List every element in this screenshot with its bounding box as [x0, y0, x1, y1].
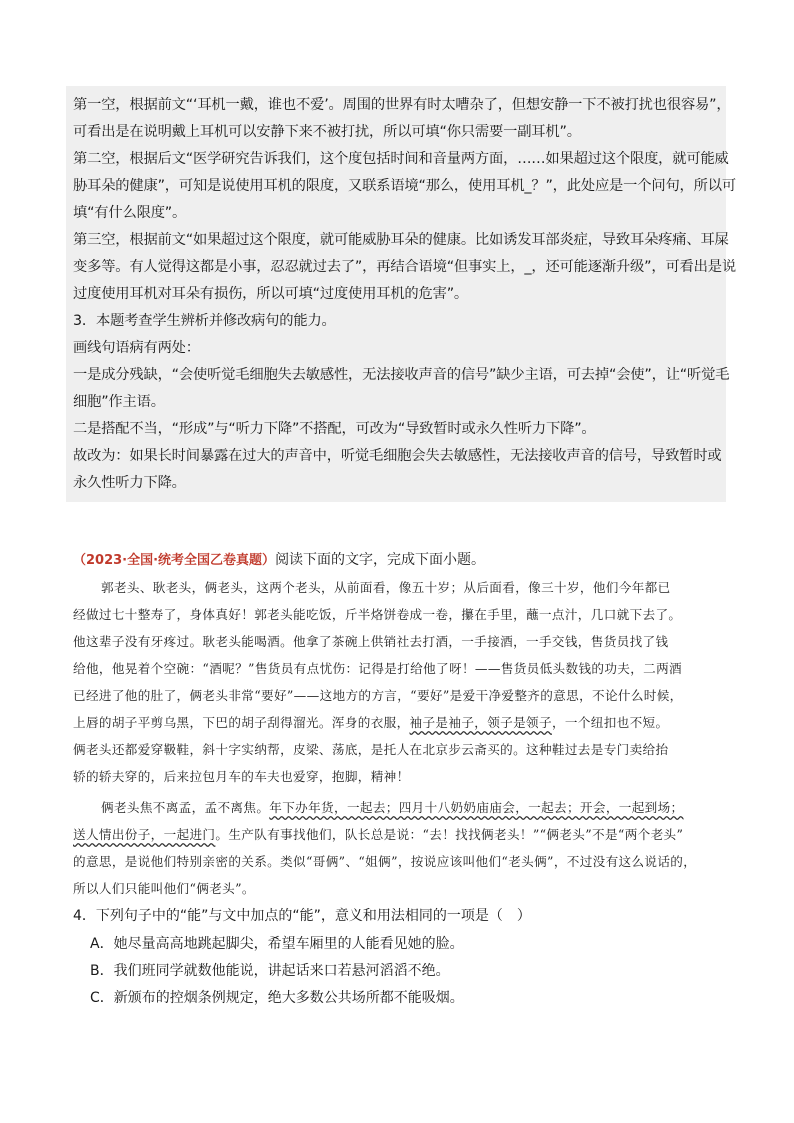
- passage-line: 俩老头还都爱穿靸鞋，斜十字实纳帮，皮梁、荡底，是托人在北京步云斋买的。这种鞋过去是专门卖给抬: [73, 742, 669, 757]
- question-instruction: 阅读下面的文字，完成下面小题。: [275, 552, 486, 568]
- passage-line: [101, 799, 733, 817]
- option-c: C．新颁布的控烟条例规定，绝大多数公共场所都不能吸烟。: [90, 990, 464, 1006]
- answer-line: 填“有什么限度”。: [73, 205, 187, 221]
- option-a: A．她尽量高高地跳起脚尖，希望车厢里的人能看见她的脸。: [90, 936, 464, 952]
- answer-line: 画线句语病有两处：: [73, 340, 200, 356]
- question-header: [73, 550, 485, 571]
- answer-line: 3．本题考查学生辨析并修改病句的能力。: [73, 313, 336, 329]
- passage-line: 已经进了他的肚了，俩老头非常“要好”——这地方的方言，“要好”是爱干净爱整齐的意思，不论什么时候，: [73, 688, 683, 703]
- passage-line: 轿的轿夫穿的，后来拉包月车的车夫也爱穿，抱脚，精神！: [73, 769, 410, 784]
- wavy-underlined-text: 袖子是袖子，领子是领子: [409, 715, 552, 730]
- answer-line: 可看出是在说明戴上耳机可以安静下来不被打扰，所以可填“你只需要一副耳机”。: [73, 124, 581, 140]
- passage-line: 郭老头、耿老头，俩老头，这两个老头，从前面看，像五十岁；从后面看，像三十岁，他们今年都已: [101, 580, 671, 595]
- answer-line: 变多等。有人觉得这都是小事，忍忍就过去了”，再结合语境“但事实上，_，还可能逐渐升级”，可看出是说: [73, 259, 736, 275]
- passage-line: [73, 714, 733, 732]
- wavy-underlined-text: 送人情出份子，一起进门: [73, 827, 216, 842]
- answer-line: 胁耳朵的健康”，可知是说使用耳机的限度，又联系语境“那么，使用耳机_？”，此处应是一个问句，所以可: [73, 178, 736, 194]
- answer-line: 第一空，根据前文“‘耳机一戴，谁也不爱’。周围的世界有时太嘈杂了，但想安静一下不被打扰也很容易”，: [73, 97, 731, 113]
- passage-line: 经做过七十整寿了，身体真好！郭老头能吃饭，斤半烙饼卷成一卷，攥在手里，蘸一点汁，几口就下去了。: [73, 607, 682, 622]
- wavy-underlined-text: 年下办年货，一起去；四月十八奶奶庙庙会，一起去；开会，一起到场；: [269, 800, 684, 815]
- answer-line: 过度使用耳机对耳朵有损伤，所以可填“过度使用耳机的危害”。: [73, 286, 469, 302]
- answer-line: 永久性听力下降。: [73, 475, 186, 491]
- answer-line: 一是成分残缺，“会使听觉毛细胞失去敏感性，无法接收声音的信号”缺少主语，可去掉“会使”，让“听觉毛: [73, 367, 730, 383]
- question-source: （2023·全国·统考全国乙卷真题）: [73, 553, 276, 568]
- passage-line: 所以人们只能叫他们“俩老头”。: [73, 881, 255, 896]
- passage-line: 给他，他晃着个空碗：“酒呢？”售货员有点忧伤：记得是打给他了呀！——售货员低头数钱的功夫，二两酒: [73, 661, 682, 676]
- passage-line: 他这辈子没有牙疼过。耿老头能喝酒。他拿了茶碗上供销社去打酒，一手接酒，一手交钱，售货员找了钱: [73, 634, 669, 649]
- passage-text: 。生产队有事找他们，队长总是说：“去！找找俩老头！”“俩老头”不是“两个老头”: [215, 827, 684, 842]
- passage-text: 上唇的胡子平剪乌黑，下巴的胡子刮得溜光。浑身的衣服，: [73, 715, 410, 730]
- option-b: B．我们班同学就数他能说，讲起话来口若悬河滔滔不绝。: [90, 963, 450, 979]
- passage-line: [73, 826, 733, 844]
- answer-line: 第三空，根据前文“如果超过这个限度，就可能威胁耳朵的健康。比如诱发耳部炎症，导致耳朵疼痛、耳屎: [73, 232, 729, 248]
- passage-line: 的意思，是说他们特别亲密的关系。类似“哥俩”、“姐俩”，按说应该叫他们“老头俩”，不过没有这么说话的，: [73, 854, 697, 869]
- answer-line: 二是搭配不当，“形成”与“听力下降”不搭配，可改为“导致暂时或永久性听力下降”。: [73, 421, 596, 437]
- passage-text: 俩老头焦不离孟，孟不离焦。: [101, 800, 270, 815]
- answer-line: 故改为：如果长时间暴露在过大的声音中，听觉毛细胞会失去敏感性，无法接收声音的信号，导致暂时或: [73, 448, 722, 464]
- answer-line: 第二空，根据后文“医学研究告诉我们，这个度包括时间和音量两方面，……如果超过这个限度，就可能威: [73, 151, 729, 167]
- question-4-stem: 4．下列句子中的“能”与文中加点的“能”，意义和用法相同的一项是（ ）: [73, 908, 531, 924]
- answer-line: 细胞”作主语。: [73, 394, 165, 410]
- passage-text: ，一个纽扣也不短。: [551, 715, 669, 730]
